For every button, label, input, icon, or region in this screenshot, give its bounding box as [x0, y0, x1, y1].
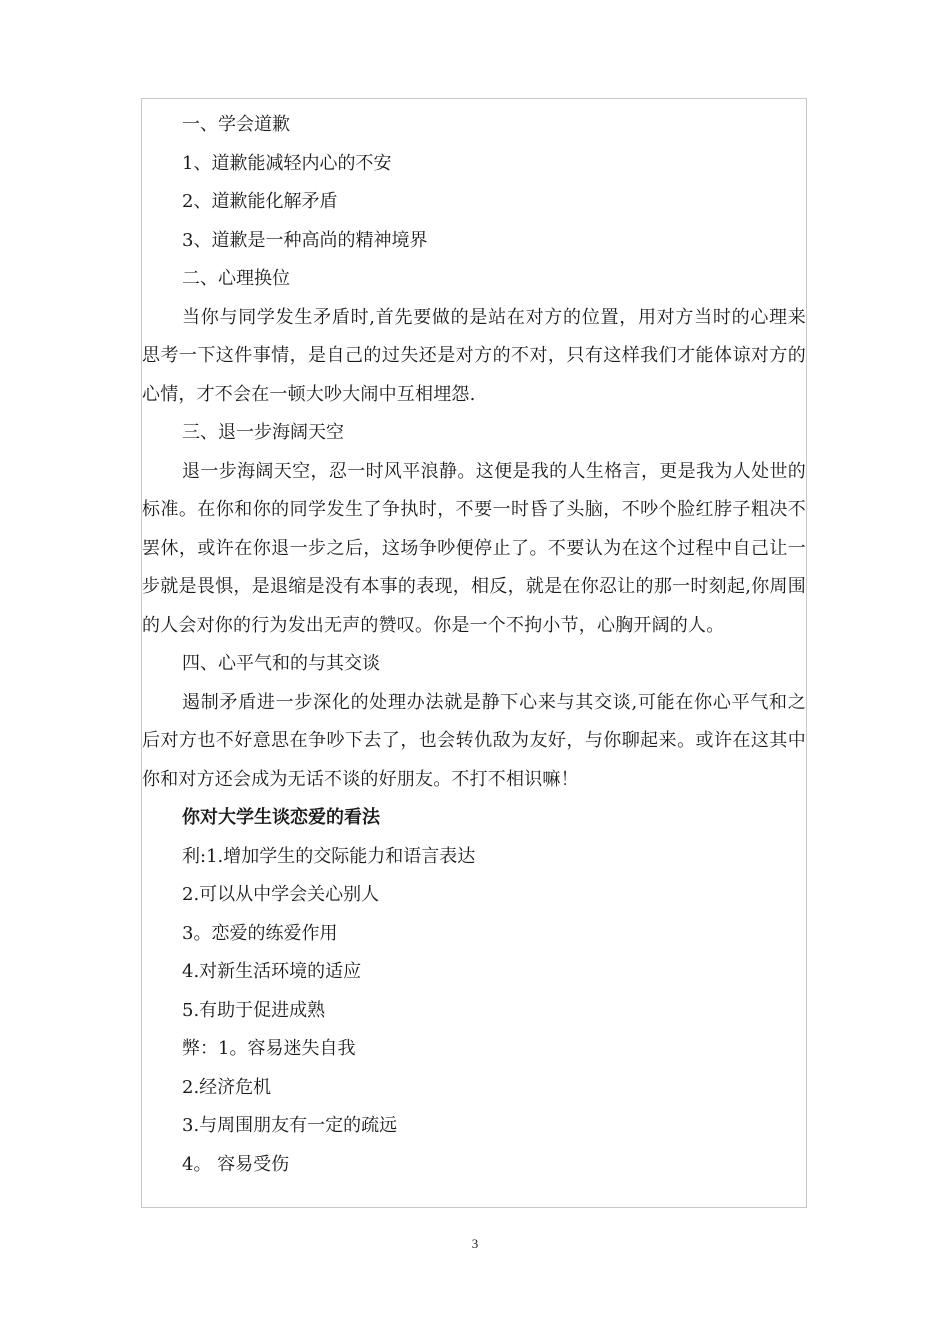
page-number: 3 [471, 1236, 479, 1251]
section-heading-step-back: 三、退一步海阔天空 [182, 422, 344, 443]
list-item: 2、道歉能化解矛盾 [182, 191, 338, 212]
section-heading-apology: 一、学会道歉 [182, 114, 290, 135]
section-heading-calm-talk: 四、心平气和的与其交谈 [182, 653, 380, 674]
list-item: 3。恋爱的练爱作用 [182, 922, 338, 944]
list-item: 2.经济危机 [182, 1076, 272, 1098]
paragraph-step-back: 退一步海阔天空，忍一时风平浪静。这便是我的人生格言，更是我为人处世的标准。在你和你的同学发生了争执时，不要一时昏了头脑，不吵个脸红脖子粗决不罢休，或许在你退一步之后，这场争吵便停止了。不要认为在这个过程中自己让一步就是畏惧，是退缩是没有本事的表现，相反，就是在你忍让的那一时刻起,你周围的人会对你的行为发出无声的赞叹。你是一个不拘小节，心胸开阔的人。 [142, 460, 806, 636]
list-item: 3、道歉是一种高尚的精神境界 [182, 229, 428, 251]
list-item: 4。 容易受伤 [182, 1153, 290, 1175]
list-item: 1、道歉能减轻内心的不安 [182, 152, 392, 174]
list-item: 弊：1。容易迷失自我 [182, 1038, 356, 1059]
list-item: 5.有助于促进成熟 [182, 999, 326, 1021]
list-item: 利:1.增加学生的交际能力和语言表达 [182, 845, 476, 867]
love-section-title: 你对大学生谈恋爱的看法 [182, 807, 380, 828]
paragraph-calm-talk: 遏制矛盾进一步深化的处理办法就是静下心来与其交谈,可能在你心平气和之后对方也不好意思在争吵下去了，也会转仇敌为友好，与你聊起来。或许在这其中你和对方还会成为无话不谈的好朋友。不打不相识嘛！ [142, 691, 806, 790]
list-item: 2.可以从中学会关心别人 [182, 884, 380, 905]
section-heading-empathy: 二、心理换位 [182, 268, 290, 289]
paragraph-empathy: 当你与同学发生矛盾时,首先要做的是站在对方的位置，用对方当时的心理来思考一下这件事情，是自己的过失还是对方的不对，只有这样我们才能体谅对方的心情，才不会在一顿大吵大闹中互相埋怨. [142, 306, 806, 405]
list-item: 4.对新生活环境的适应 [182, 961, 362, 982]
document-body [142, 106, 806, 1184]
list-item: 3.与周围朋友有一定的疏远 [182, 1115, 398, 1136]
